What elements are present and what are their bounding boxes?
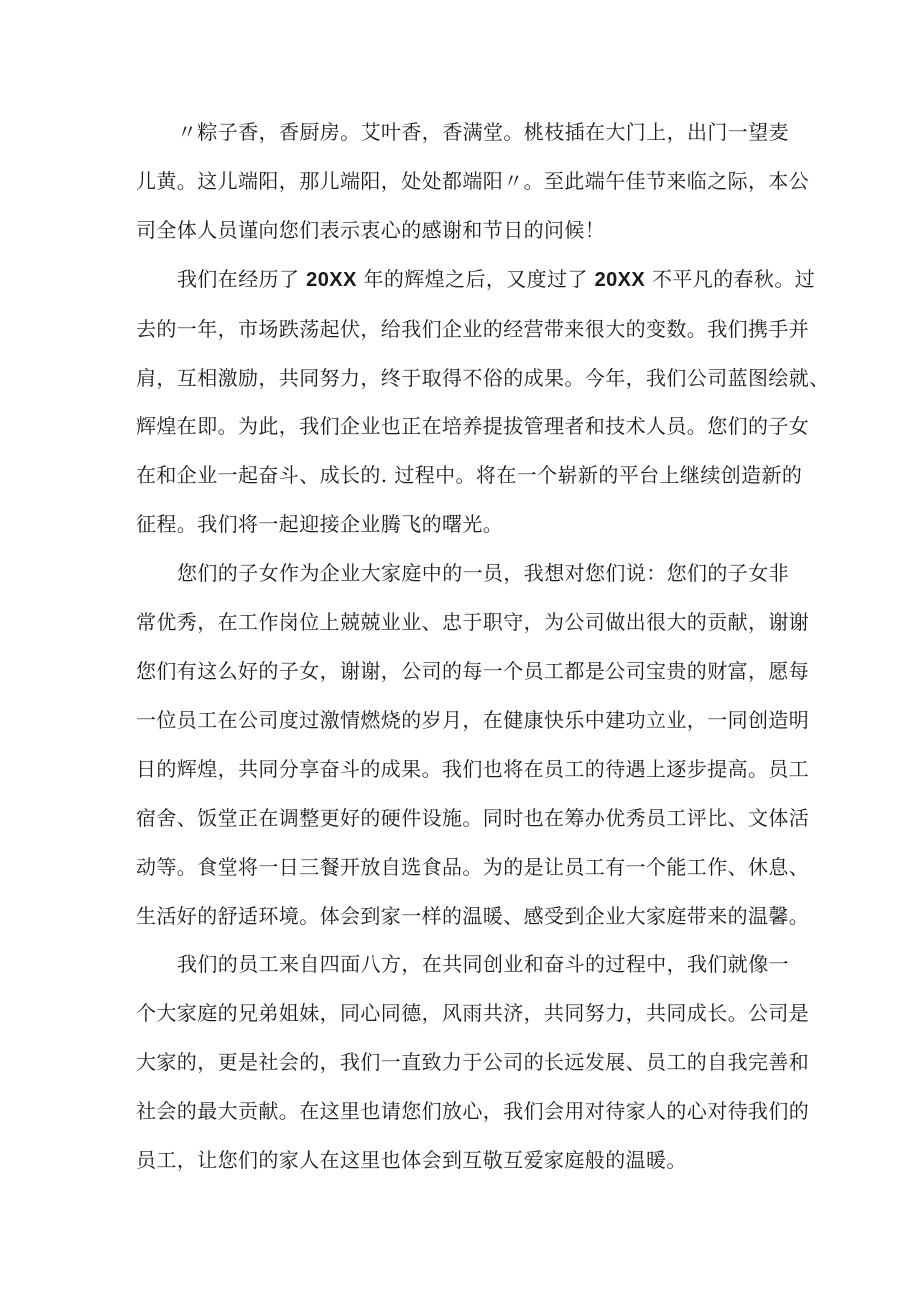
paragraph-line: 征程。我们将一起迎接企业腾飞的曙光。	[136, 512, 504, 537]
paragraph-line	[136, 255, 816, 305]
paragraph-line: 日的辉煌，共同分享奋斗的成果。我们也将在员工的待遇上逐步提高。员工	[136, 756, 810, 781]
paragraph-line: 我们的员工来自四面八方，在共同创业和奋斗的过程中，我们就像一	[177, 952, 789, 977]
paragraph-3	[136, 549, 810, 940]
paragraph-line: 大家的，更是社会的，我们一直致力于公司的长远发展、员工的自我完善和	[136, 1050, 810, 1075]
document-body	[136, 108, 830, 1185]
paragraph-line: 宿舍、饭堂正在调整更好的硬件设施。同时也在筹办优秀员工评比、文体活	[136, 805, 810, 830]
text-run: 年的辉煌之后，又度过了	[356, 266, 595, 291]
paragraph-line: 一位员工在公司度过激情燃烧的岁月，在健康快乐中建功立业，一同创造明	[136, 707, 810, 732]
paragraph-4	[136, 940, 810, 1185]
paragraph-line: 您们有这么好的子女，谢谢，公司的每一个员工都是公司宝贵的财富，愿每	[136, 658, 810, 683]
paragraph-line: 您们的子女作为企业大家庭中的一员，我想对您们说：您们的子女非	[177, 561, 789, 586]
paragraph-line: 常优秀，在工作岗位上兢兢业业、忠于职守，为公司做出很大的贡献，谢谢	[136, 610, 810, 635]
paragraph-line: 员工，让您们的家人在这里也体会到互敬互爱家庭般的温暖。	[136, 1148, 687, 1173]
text-run: 我们在经历了	[177, 266, 307, 291]
paragraph-line: 儿黄。这儿端阳，那儿端阳，处处都端阳〃。至此端午佳节来临之际，本公	[136, 168, 810, 193]
paragraph-2	[136, 255, 830, 549]
year-text: 20XX	[306, 268, 357, 291]
paragraph-line: 辉煌在即。为此，我们企业也正在培养提拔管理者和技术人员。您们的子女	[136, 414, 810, 439]
paragraph-line: 〃粽子香，香厨房。艾叶香，香满堂。桃枝插在大门上，出门一望麦	[177, 120, 789, 144]
paragraph-line: 社会的最大贡献。在这里也请您们放心，我们会用对待家人的心对待我们的	[136, 1099, 810, 1124]
paragraph-1	[136, 108, 810, 255]
text-run: 不平凡的春秋。过	[645, 266, 816, 291]
paragraph-line: 在和企业一起奋斗、成长的. 过程中。将在一个崭新的平台上继续创造新的	[136, 463, 803, 488]
paragraph-line: 生活好的舒适环境。体会到家一样的温暖、感受到企业大家庭带来的温馨。	[136, 903, 810, 928]
year-text: 20XX	[594, 268, 646, 291]
paragraph-line: 肩，互相激励，共同努力，终于取得不俗的成果。今年，我们公司蓝图绘就、	[136, 365, 830, 390]
paragraph-line: 动等。食堂将一日三餐开放自选食品。为的是让员工有一个能工作、休息、	[136, 854, 810, 879]
paragraph-line: 去的一年，市场跌荡起伏，给我们企业的经营带来很大的变数。我们携手并	[136, 316, 810, 341]
paragraph-line: 司全体人员谨向您们表示衷心的感谢和节日的问候！	[136, 217, 606, 242]
paragraph-line: 个大家庭的兄弟姐妹，同心同德，风雨共济，共同努力，共同成长。公司是	[136, 1001, 810, 1026]
